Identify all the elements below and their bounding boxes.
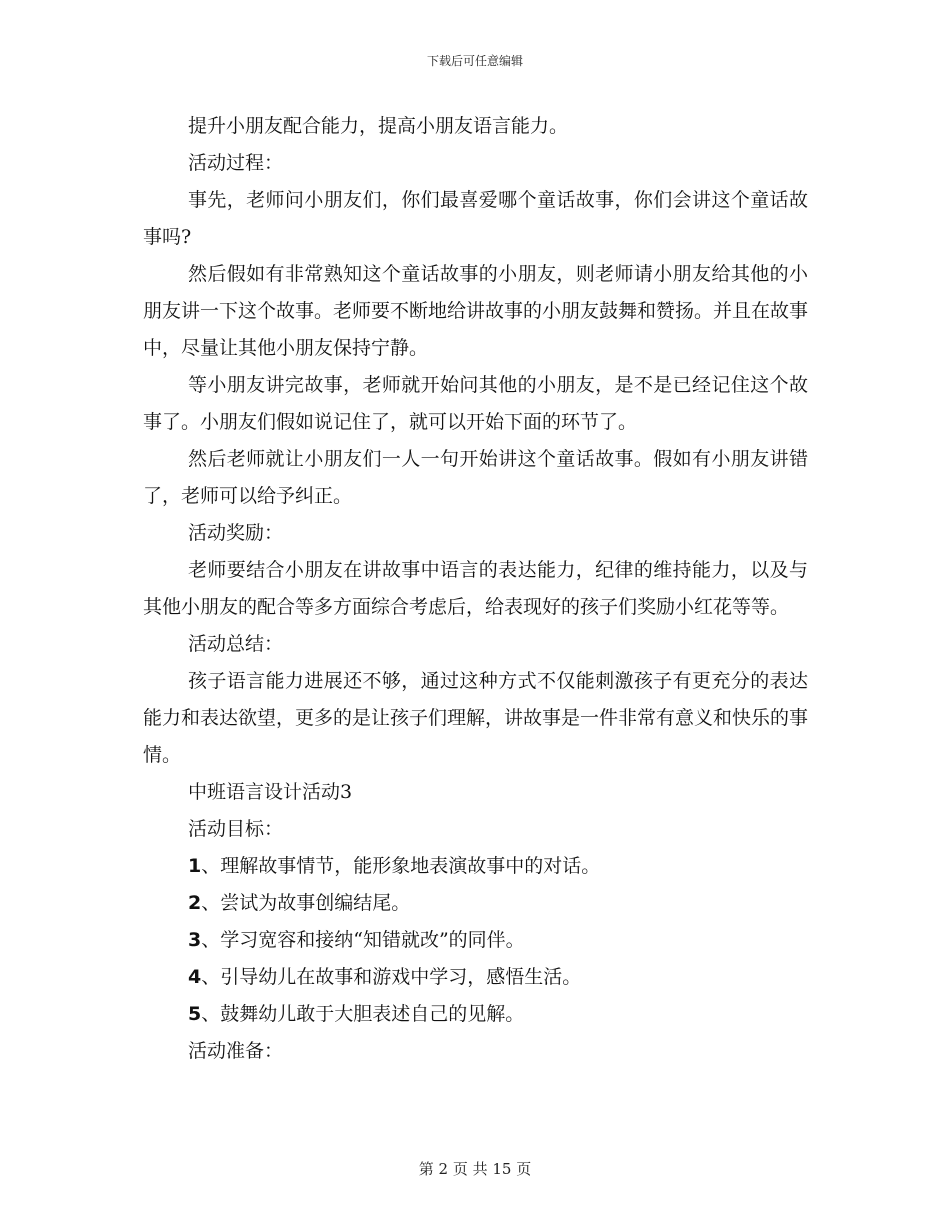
paragraph-summary: 孩子语言能力进展还不够，通过这种方式不仅能刺激孩子有更充分的表达能力和表达欲望，更多的是让孩子们理解，讲故事是一件非常有意义和快乐的事情。 bbox=[143, 670, 809, 766]
heading-activity-preparation: 活动准备： bbox=[188, 1040, 284, 1062]
paragraph-ability: 提升小朋友配合能力，提高小朋友语言能力。 bbox=[188, 115, 569, 137]
list-item-number: 5 bbox=[188, 1003, 202, 1025]
list-item-text: 、引导幼儿在故事和游戏中学习，感悟生活。 bbox=[201, 966, 582, 988]
list-item-text: 、学习宽容和接纳“知错就改”的同伴。 bbox=[201, 929, 525, 951]
list-item bbox=[143, 848, 808, 885]
document-body bbox=[143, 108, 808, 1070]
paragraph-teacher-asks: 事先，老师问小朋友们，你们最喜爱哪个童话故事，你们会讲这个童话故事吗? bbox=[143, 189, 808, 248]
list-item-number: 2 bbox=[188, 892, 202, 914]
paragraph-after-story: 等小朋友讲完故事，老师就开始问其他的小朋友，是不是已经记住这个故事了。小朋友们假如说记住了，就可以开始下面的环节了。 bbox=[143, 374, 808, 433]
list-item bbox=[143, 959, 808, 996]
page-number-footer: 第 2 页 共 15 页 bbox=[418, 1160, 532, 1178]
list-item-text: 、理解故事情节，能形象地表演故事中的对话。 bbox=[201, 855, 601, 877]
paragraph-one-sentence-each: 然后老师就让小朋友们一人一句开始讲这个童话故事。假如有小朋友讲错了，老师可以给予纠正。 bbox=[143, 448, 808, 507]
heading-activity-goals: 活动目标： bbox=[188, 818, 284, 840]
list-item bbox=[143, 922, 808, 959]
list-item-number: 3 bbox=[188, 929, 202, 951]
list-item-number: 4 bbox=[188, 966, 202, 988]
heading-activity-reward: 活动奖励： bbox=[188, 522, 284, 544]
list-item bbox=[143, 996, 808, 1033]
list-item-text: 、鼓舞幼儿敢于大胆表述自己的见解。 bbox=[201, 1003, 525, 1025]
heading-activity-summary: 活动总结： bbox=[188, 633, 284, 655]
paragraph-reward: 老师要结合小朋友在讲故事中语言的表达能力，纪律的维持能力，以及与其他小朋友的配合等多方面综合考虑后，给表现好的孩子们奖励小红花等等。 bbox=[143, 559, 808, 618]
list-item-number: 1 bbox=[188, 855, 202, 877]
list-item bbox=[143, 885, 808, 922]
paragraph-child-tells-story: 然后假如有非常熟知这个童话故事的小朋友，则老师请小朋友给其他的小朋友讲一下这个故事。老师要不断地给讲故事的小朋友鼓舞和赞扬。并且在故事中，尽量让其他小朋友保持宁静。 bbox=[143, 263, 809, 359]
heading-activity-process: 活动过程： bbox=[188, 152, 284, 174]
heading-activity-3: 中班语言设计活动3 bbox=[188, 781, 353, 803]
page-header-note: 下载后可任意编辑 bbox=[426, 54, 523, 68]
list-item-text: 、尝试为故事创编结尾。 bbox=[201, 892, 411, 914]
